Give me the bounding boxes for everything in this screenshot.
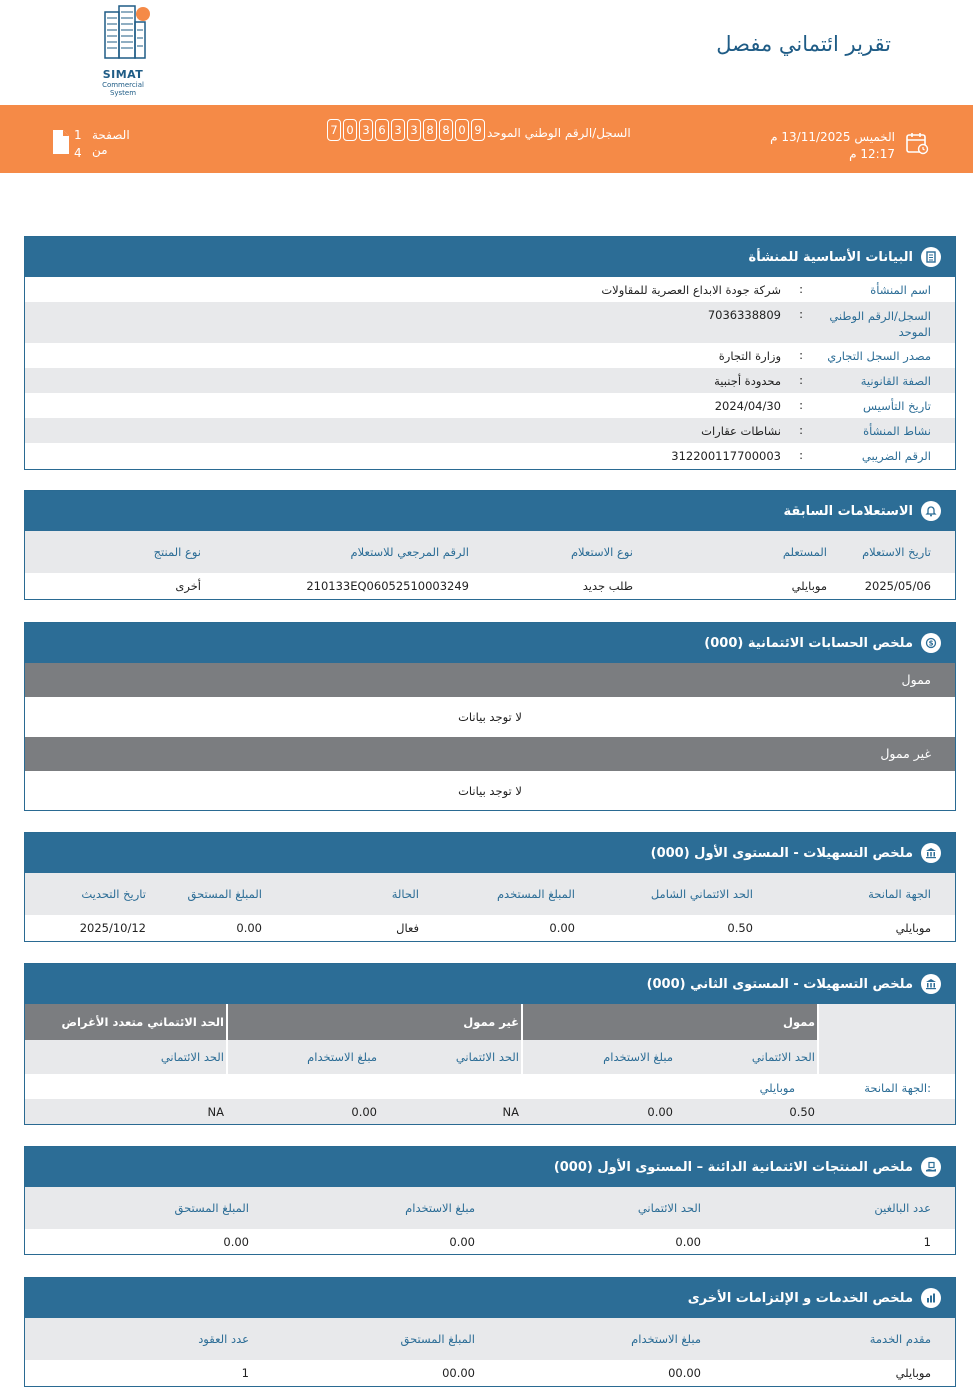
table-cell: 0.00: [223, 1235, 249, 1249]
column-divider: [817, 1004, 819, 1040]
section-header: [25, 833, 955, 873]
info-value: 312200117700003: [671, 449, 781, 463]
credit-accounts-section: [24, 622, 956, 811]
table-cell: 00.00: [442, 1366, 475, 1380]
info-row: [25, 393, 955, 418]
table-header-row: [25, 873, 955, 915]
section-title: ملخص الحسابات الائتمانية (000): [704, 635, 913, 651]
building-icon: [921, 247, 941, 267]
info-key: اسم المنشأة: [870, 283, 931, 297]
table-cell: 0.00: [675, 1235, 701, 1249]
document-icon: [52, 129, 70, 155]
table-cell: 0.00: [449, 1235, 475, 1249]
cr-digit: 0: [455, 119, 469, 141]
grantor-row: [25, 1074, 955, 1099]
column-divider: [226, 1040, 228, 1074]
hand-money-icon: [921, 1157, 941, 1177]
table-row: [25, 1229, 955, 1255]
column-header: نوع المنتج: [153, 545, 201, 559]
column-header: الحد الائتماني: [160, 1050, 224, 1064]
info-colon: :: [799, 373, 803, 387]
table-header-row: [25, 1040, 955, 1074]
column-header: الحد الائتماني: [751, 1050, 815, 1064]
section-header: [25, 1278, 955, 1318]
facilities-level1-section: [24, 832, 956, 942]
report-title: تقرير ائتماني مفصل: [716, 32, 891, 56]
report-date: [770, 129, 895, 163]
section-title: البيانات الأساسية للمنشأة: [748, 249, 913, 265]
column-header: المبلغ المستخدم: [496, 887, 575, 901]
no-data-message: لا توجد بيانات: [458, 784, 522, 798]
table-cell: 2025/05/06: [864, 579, 931, 593]
table-cell: 210133EQ06052510003249: [306, 579, 469, 593]
table-cell: 1: [923, 1235, 931, 1249]
cr-digit: 3: [407, 119, 421, 141]
cr-digit: 3: [391, 119, 405, 141]
page-current: 1: [74, 128, 82, 142]
table-row: [25, 1360, 955, 1386]
simat-logo: [88, 2, 158, 97]
column-header: الحد الائتماني الشامل: [650, 887, 753, 901]
info-key: تاريخ التأسيس: [863, 399, 931, 413]
info-value: محدودة أجنبية: [714, 374, 781, 388]
info-key: نشاط المنشأة: [863, 424, 931, 438]
section-header: [25, 1147, 955, 1187]
money-icon: [921, 633, 941, 653]
info-colon: :: [799, 398, 803, 412]
column-header: المبلغ المستحق: [400, 1332, 475, 1346]
info-key: السجل/الرقم الوطني الموحد: [829, 309, 931, 339]
group-header-row: [25, 1004, 955, 1040]
cr-digit: 9: [471, 119, 485, 141]
column-header: الحد الائتماني: [455, 1050, 519, 1064]
info-row: [25, 418, 955, 443]
report-date-line: الخميس 13/11/2025 م: [770, 130, 895, 144]
info-row: [25, 368, 955, 393]
inquiries-section: [24, 490, 956, 600]
page-total: 4: [74, 146, 82, 160]
table-row: [25, 573, 955, 599]
info-row: [25, 343, 955, 368]
report-info-bar: [0, 105, 973, 173]
cr-number-boxes: [327, 119, 487, 141]
column-divider: [521, 1040, 523, 1074]
section-title: ملخص التسهيلات - المستوى الأول (000): [650, 845, 913, 861]
info-colon: :: [799, 448, 803, 462]
group-unfunded: غير ممول: [463, 1015, 519, 1029]
info-row: [25, 277, 955, 302]
revolving-products-section: [24, 1146, 956, 1255]
no-data-message: لا توجد بيانات: [458, 710, 522, 724]
info-value: شركة جودة الابداع العصرية للمقاولات: [601, 283, 781, 297]
column-header: الحالة: [391, 887, 419, 901]
column-header: الرقم المرجعي للاستعلام: [350, 545, 469, 559]
column-divider: [226, 1004, 228, 1040]
services-section: [24, 1277, 956, 1387]
table-cell: 1: [241, 1366, 249, 1380]
report-time-line: 12:17 م: [849, 147, 895, 161]
column-header: تاريخ التحديث: [81, 887, 146, 901]
info-key: مصدر السجل التجاري: [827, 349, 931, 363]
column-header: المبلغ المستحق: [187, 887, 262, 901]
table-cell: موبايلي: [791, 579, 827, 593]
table-cell: NA: [502, 1105, 519, 1119]
table-cell: 2025/10/12: [79, 921, 146, 935]
section-title: ملخص التسهيلات - المستوى الثاني (000): [646, 976, 913, 992]
info-row: [25, 302, 955, 343]
info-value: نشاطات عقارات: [701, 424, 781, 438]
info-row: [25, 443, 955, 468]
group-multipurpose: الحد الائتماني متعدد الأغراض: [61, 1015, 224, 1029]
column-divider: [817, 1040, 819, 1074]
bell-icon: [921, 501, 941, 521]
table-cell: موبايلي: [895, 921, 931, 935]
column-header: الجهة المانحة: [868, 887, 931, 901]
bank-icon: [921, 843, 941, 863]
section-header: [25, 623, 955, 663]
empty-group-cell: [819, 1004, 955, 1040]
unfunded-subheader: غير ممول: [25, 737, 955, 771]
cr-digit: 6: [375, 119, 389, 141]
table-cell: 0.50: [789, 1105, 815, 1119]
table-cell: فعال: [396, 921, 419, 935]
calendar-icon: [905, 131, 929, 158]
svg-text:$: $: [928, 639, 934, 648]
cr-digit: 8: [439, 119, 453, 141]
section-header: [25, 491, 955, 531]
cr-digit: 7: [327, 119, 341, 141]
page-of-label: من: [92, 143, 108, 157]
table-cell: 0.00: [236, 921, 262, 935]
section-title: الاستعلامات السابقة: [783, 503, 913, 519]
grantor-label: الجهة المانحة:: [864, 1081, 931, 1095]
column-header: مقدم الخدمة: [869, 1332, 931, 1346]
table-cell: أخرى: [175, 579, 201, 593]
column-header: مبلغ الاستخدام: [603, 1050, 673, 1064]
cr-digit: 8: [423, 119, 437, 141]
section-title: ملخص المنتجات الائتمانية الدائنة – المستوى الأول (000): [553, 1159, 913, 1175]
grantor-name: موبايلي: [759, 1081, 795, 1095]
column-header: مبلغ الاستخدام: [405, 1201, 475, 1215]
cr-digit: 0: [343, 119, 357, 141]
table-header-row: [25, 1187, 955, 1229]
column-header: تاريخ الاستعلام: [862, 545, 931, 559]
building-icon: [93, 2, 153, 62]
info-key: الصفة القانونية: [860, 374, 931, 388]
info-colon: :: [799, 282, 803, 296]
brand-name: SIMAT: [102, 68, 144, 81]
column-header: المستعلم: [782, 545, 827, 559]
cr-digit: 3: [359, 119, 373, 141]
basic-info-section: [24, 236, 956, 470]
table-row: [25, 1099, 955, 1124]
column-header: عدد العقود: [198, 1332, 249, 1346]
facilities-level2-section: [24, 963, 956, 1125]
basic-info-rows: [25, 277, 955, 468]
table-cell: 0.00: [549, 921, 575, 935]
bank-icon: [921, 974, 941, 994]
section-title: ملخص الخدمات و الإلتزامات الأخرى: [687, 1290, 913, 1306]
info-value: 2024/04/30: [714, 399, 781, 413]
table-row: [25, 915, 955, 941]
table-cell: 0.00: [351, 1105, 377, 1119]
brand-subtitle: Commercial System: [102, 81, 144, 97]
info-value: وزارة التجارة: [718, 349, 781, 363]
info-colon: :: [799, 423, 803, 437]
column-header: مبلغ الاستخدام: [307, 1050, 377, 1064]
info-colon: :: [799, 348, 803, 362]
column-header: مبلغ الاستخدام: [631, 1332, 701, 1346]
column-header: نوع الاستعلام: [570, 545, 633, 559]
table-header-row: [25, 1318, 955, 1360]
table-cell: 0.50: [727, 921, 753, 935]
table-header-row: [25, 531, 955, 573]
section-header: [25, 964, 955, 1004]
table-cell: 0.00: [647, 1105, 673, 1119]
section-header: [25, 237, 955, 277]
table-cell: طلب جديد: [582, 579, 633, 593]
group-funded: ممول: [782, 1015, 815, 1029]
column-divider: [521, 1004, 523, 1040]
info-value: 7036338809: [707, 308, 781, 322]
page-label: الصفحة: [92, 128, 130, 142]
cr-label: السجل/الرقم الوطني الموحد: [487, 126, 631, 140]
info-colon: :: [799, 307, 803, 321]
column-header: الحد الائتماني: [637, 1201, 701, 1215]
funded-subheader: ممول: [25, 663, 955, 697]
table-cell: موبايلي: [895, 1366, 931, 1380]
info-key: الرقم الضريبي: [861, 449, 931, 463]
column-header: المبلغ المستحق: [174, 1201, 249, 1215]
bar-chart-icon: [921, 1288, 941, 1308]
column-header: عدد البالغين: [874, 1201, 931, 1215]
table-cell: 00.00: [668, 1366, 701, 1380]
table-cell: NA: [207, 1105, 224, 1119]
